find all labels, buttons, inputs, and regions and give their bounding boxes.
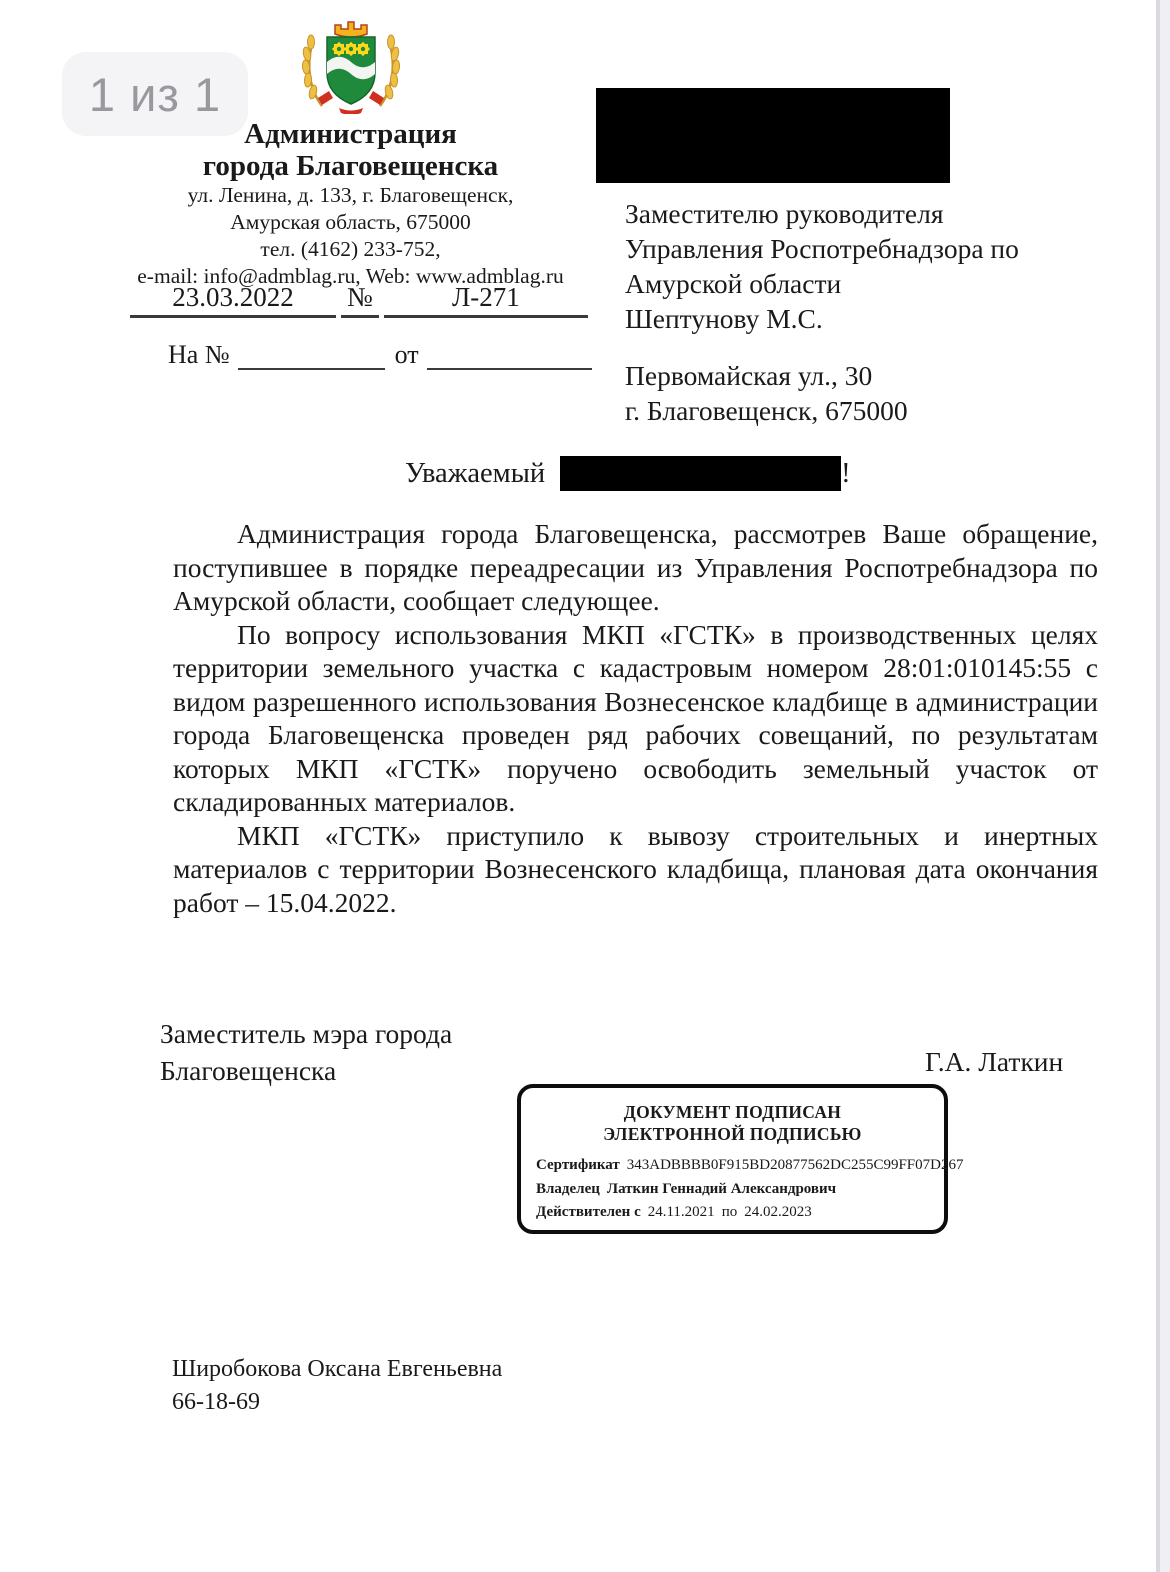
page-indicator-label: 1 из 1: [88, 67, 222, 121]
recipient-gap: [625, 336, 1055, 358]
number-sign: №: [341, 282, 379, 318]
org-name-line-2: города Благовещенска: [202, 150, 499, 182]
page-edge-gutter[interactable]: [1160, 0, 1170, 1572]
org-email-web-line: e-mail: info@admblag.ru, Web: www.admblag.ru: [137, 264, 564, 288]
recipient-line: Амурской области: [625, 268, 842, 299]
recipient-line: Шептунову М.С.: [625, 303, 823, 334]
stamp-certificate-row: [536, 1154, 964, 1178]
ref-from-label: от: [394, 340, 419, 369]
executor-block: [172, 1353, 502, 1419]
salutation-punctuation: !: [841, 457, 851, 489]
doc-number: Л-271: [384, 282, 588, 318]
validity-to: 24.02.2023: [744, 1204, 812, 1220]
letter-body: [173, 517, 1098, 919]
doc-date: 23.03.2022: [130, 282, 336, 318]
certificate-label: Сертификат: [536, 1157, 620, 1173]
salutation-row: [405, 456, 851, 491]
owner-label: Владелец: [536, 1180, 600, 1197]
ref-number-blank: [238, 342, 385, 370]
body-paragraph: Администрация города Благовещенска, рассмотрев Ваше обращение, поступившее в порядке переадресации из Управления Роспотребнадзора по Амурской области, сообщает следующее.: [173, 518, 1098, 616]
org-name-line-1: Администрация: [244, 118, 457, 150]
certificate-value: 343ADBBBB0F915BD20877562DC255C99FF07D267: [626, 1157, 964, 1173]
redaction-box-name: [560, 456, 841, 491]
doc-date-number-row: [130, 282, 588, 318]
stamp-title-line: ДОКУМЕНТ ПОДПИСАН: [623, 1102, 842, 1122]
signature-position-line: Заместитель мэра города: [160, 1018, 453, 1049]
esign-stamp: [517, 1084, 964, 1234]
executor-phone: 66-18-69: [172, 1389, 260, 1415]
validity-label: Действителен с: [536, 1204, 641, 1220]
signature-name: Г.А. Латкин: [925, 1046, 1064, 1077]
reference-row: [168, 340, 592, 370]
ref-date-blank: [427, 342, 592, 370]
body-paragraph: По вопросу использования МКП «ГСТК» в производственных целях территории земельного участка с кадастровым номером 28:01:010145:55 с видом разрешенного использования Вознесенское кладбище в администрации города Благовещенска проведен ряд рабочих совещаний, по результатам которых МКП «ГСТК» поручено освободить земельный участок от складированных материалов.: [173, 618, 1098, 817]
executor-name: Широбокова Оксана Евгеньевна: [172, 1356, 503, 1382]
stamp-owner-row: [536, 1178, 944, 1202]
recipient-address-line: г. Благовещенск, 675000: [625, 395, 908, 426]
org-address-line-1: ул. Ленина, д. 133, г. Благовещенск,: [187, 183, 514, 207]
coat-of-arms-icon: [291, 10, 411, 114]
org-address-line-2: Амурская область, 675000: [230, 210, 471, 234]
org-phone-line: тел. (4162) 233-752,: [260, 237, 441, 261]
stamp-title-line: ЭЛЕКТРОННОЙ ПОДПИСЬЮ: [603, 1124, 862, 1144]
signature-position-line: Благовещенска: [160, 1055, 337, 1086]
recipient-block: [625, 196, 1055, 428]
recipient-line: Управления Роспотребнадзора по: [625, 233, 1019, 264]
ref-label: На №: [168, 340, 230, 369]
validity-from: 24.11.2021: [647, 1204, 715, 1220]
stamp-validity-row: [536, 1201, 944, 1225]
stamp-details: [536, 1154, 964, 1225]
owner-name: Латкин Геннадий Александрович: [606, 1180, 837, 1197]
validity-to-label: по: [721, 1204, 738, 1220]
recipient-line: Заместителю руководителя: [625, 198, 944, 229]
recipient-address-line: Первомайская ул., 30: [625, 360, 873, 391]
body-paragraph: МКП «ГСТК» приступило к вывозу строительных и инертных материалов с территории Вознесенского кладбища, плановая дата окончания работ – 15.04.2022.: [173, 819, 1098, 918]
flower-icons: [331, 42, 369, 56]
signature-position: [160, 1015, 452, 1089]
letterhead: [78, 10, 623, 290]
salutation-greeting: Уважаемый: [405, 457, 546, 489]
redaction-box-recipient: [596, 88, 950, 183]
